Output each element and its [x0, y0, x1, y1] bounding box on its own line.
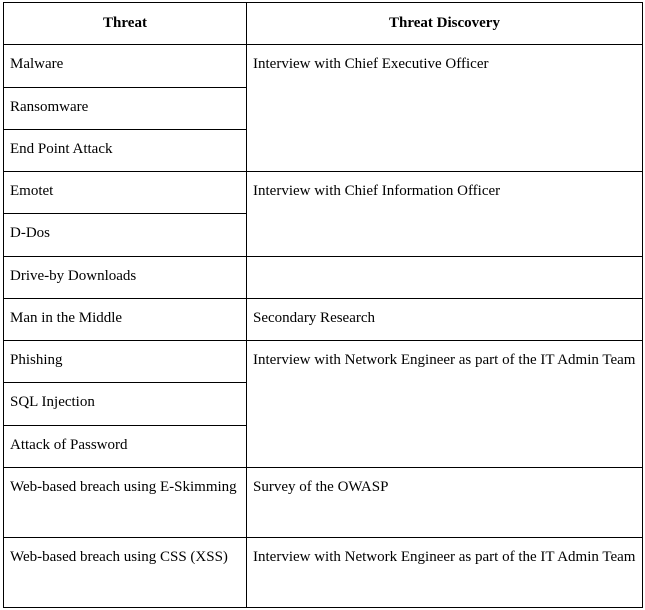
table-row	[4, 45, 643, 88]
discovery-cell: Survey of the OWASP	[247, 468, 643, 538]
discovery-cell: Secondary Research	[247, 299, 643, 341]
threat-cell: Web-based breach using E-Skimming	[4, 468, 247, 538]
threat-cell: Malware	[4, 45, 247, 88]
threat-discovery-table	[3, 2, 643, 608]
threat-cell: Emotet	[4, 172, 247, 214]
discovery-cell	[247, 257, 643, 299]
threat-cell: Ransomware	[4, 88, 247, 130]
header-threat-discovery: Threat Discovery	[247, 3, 643, 45]
threat-cell: Phishing	[4, 341, 247, 383]
threat-cell: Attack of Password	[4, 426, 247, 468]
threat-cell: End Point Attack	[4, 130, 247, 172]
header-threat: Threat	[4, 3, 247, 45]
discovery-cell: Interview with Network Engineer as part of the IT Admin Team	[247, 341, 643, 468]
threat-cell: Man in the Middle	[4, 299, 247, 341]
table-row	[4, 172, 643, 214]
discovery-cell: Interview with Network Engineer as part of the IT Admin Team	[247, 538, 643, 608]
threat-cell: Web-based breach using CSS (XSS)	[4, 538, 247, 608]
table-row	[4, 299, 643, 341]
discovery-cell: Interview with Chief Executive Officer	[247, 45, 643, 172]
table-row	[4, 257, 643, 299]
table-row	[4, 538, 643, 608]
header-row	[4, 3, 643, 45]
table-row	[4, 341, 643, 383]
threat-cell: Drive-by Downloads	[4, 257, 247, 299]
discovery-cell: Interview with Chief Information Officer	[247, 172, 643, 257]
threat-cell: SQL Injection	[4, 383, 247, 426]
table-row	[4, 468, 643, 538]
threat-cell: D-Dos	[4, 214, 247, 257]
